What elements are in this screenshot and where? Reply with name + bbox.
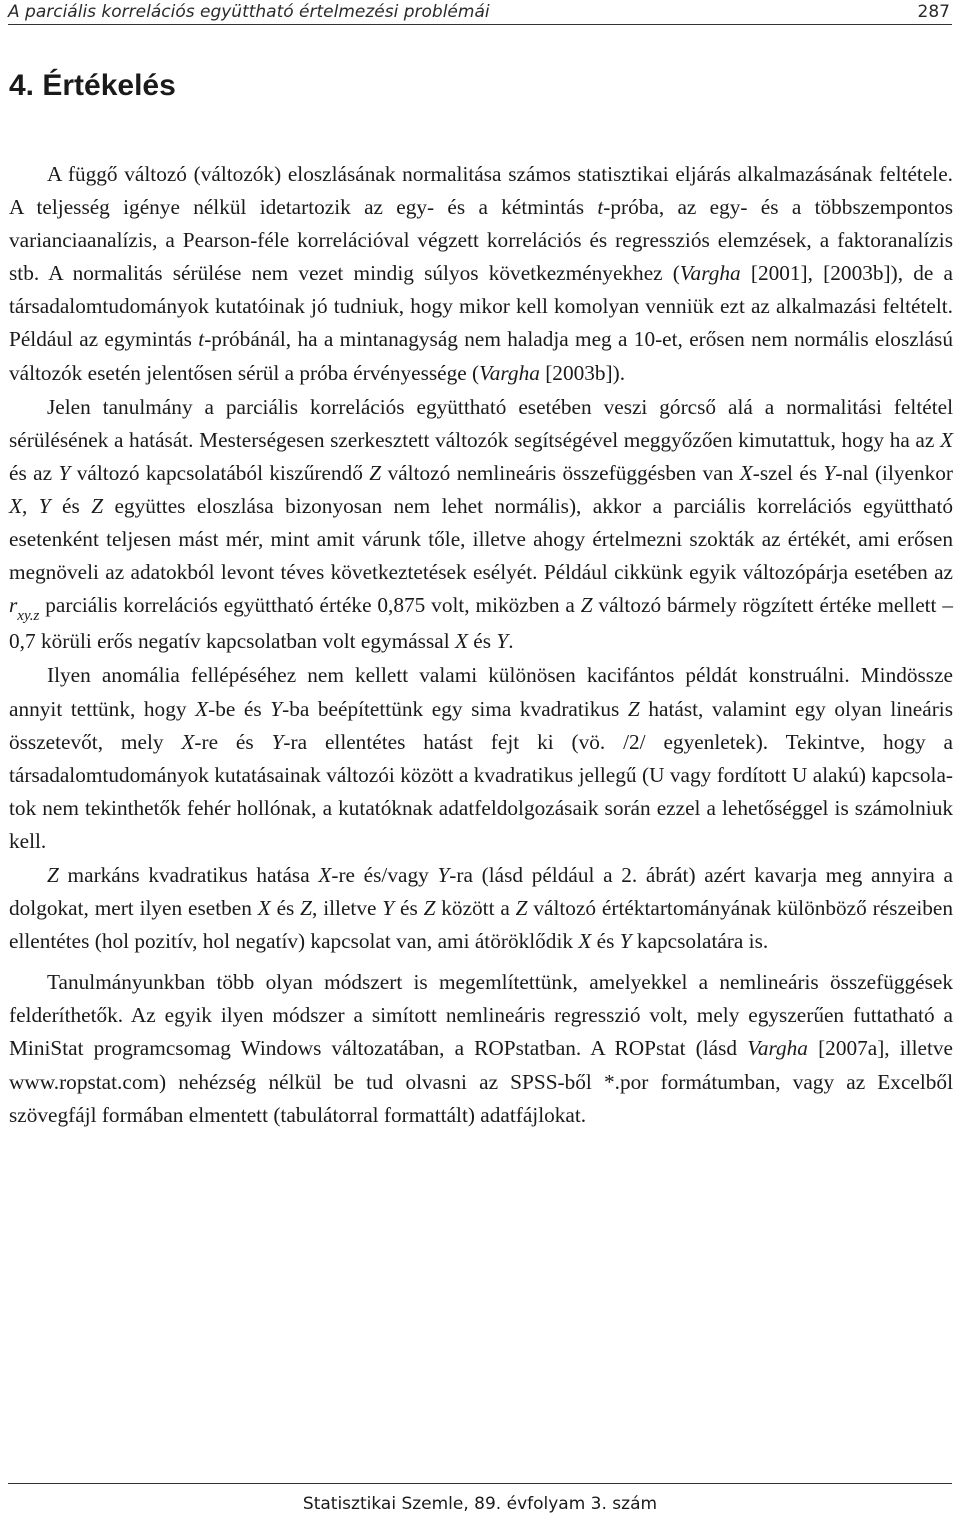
section-heading: 4. Értékelés: [9, 69, 176, 102]
page-number: 287: [917, 2, 950, 22]
text-run: .: [508, 629, 514, 654]
italic-symbol: t: [198, 327, 205, 352]
text-run: és: [467, 629, 497, 654]
text-run: -próba, az egy- és a többszempontos varianciaanalízis, a Pearson-féle korrelációval végzett korrelációs és regressziós elemzések, a faktoranalízis stb. A normalitás sérülése nem vezet mindig súlyos következményekhez (: [9, 195, 954, 286]
text-run: [2007a], illetve www.ropstat.com) nehézség nélkül be tud olvasni az SPSS-ből *.por formátumban, vagy az Excelből szövegfájl formában elmentett (tabulátorral formattált) adatfájlokat.: [9, 1036, 953, 1127]
text-run: [2001], [2003b]), de a társadalomtudományok kutatóinak jó tudniuk, hogy mikor kell komolyan venniük ezt az alkalmazási feltételt. Például az egymintás: [9, 261, 953, 352]
text-run: között a: [435, 896, 516, 921]
text-run: változó értéktartományának különböző részeiben ellentétes (hol pozitív, hol negatív) kapcsolat van, ami átöröklődik: [9, 896, 954, 954]
variable-z: Z: [91, 493, 104, 518]
variable-z: Z: [627, 696, 640, 721]
italic-symbol: t: [597, 195, 604, 220]
text-run: -re és/vagy: [331, 862, 438, 887]
paragraph-3: [9, 659, 953, 858]
r-subscript: xy.z: [17, 608, 40, 625]
variable-x: X: [939, 427, 953, 452]
variable-x: X: [181, 729, 195, 754]
variable-z: Z: [47, 862, 59, 887]
footer-divider: [8, 1483, 952, 1484]
text-run: , illetve: [312, 896, 383, 921]
author-name: Vargha: [747, 1036, 808, 1061]
text-run: változó bármely rögzített értéke mellett –0,7 körüli erős negatív kapcsolatban volt egymással: [9, 593, 953, 654]
variable-y: Y: [58, 460, 71, 485]
text-run: és: [50, 493, 92, 518]
variable-x: X: [318, 862, 332, 887]
text-run: Tanulmányunkban több olyan módszert is megemlítettünk, amelyekkel a nemlineáris összefüggések felderíthetők. Az egyik ilyen módszer a simított nemlineáris regresszió volt, mely egyszerűen futtatható a MiniStat programcsomag Windows változatában, a ROPstatban. A ROPstat (lásd: [9, 970, 953, 1061]
header-divider: [8, 24, 952, 25]
variable-x: X: [578, 929, 592, 954]
text-run: Ilyen anomália fellépéséhez nem kellett valami különösen kacifántos példát konstruálni. Mindössze annyit tettünk, hogy: [9, 663, 953, 721]
text-run: és: [591, 929, 620, 954]
variable-y: Y: [437, 862, 450, 887]
paragraph-4: [9, 859, 953, 958]
text-run: változó kapcsolatából kiszűrendő: [70, 460, 370, 485]
running-header: [8, 0, 952, 26]
text-run: és az: [9, 460, 59, 485]
variable-y: Y: [382, 896, 395, 921]
variable-y: Y: [823, 460, 836, 485]
text-run: -be és: [208, 696, 271, 721]
variable-y: Y: [270, 696, 283, 721]
paragraph-5: [9, 966, 953, 1131]
text-run: -szel és: [752, 460, 824, 485]
variable-z: Z: [580, 593, 593, 618]
journal-footer: Statisztikai Szemle, 89. évfolyam 3. szám: [302, 1494, 658, 1514]
text-run: -ba beépítettünk egy sima kvadratikus: [282, 696, 628, 721]
text-run: -ra ellentétes hatást fejt ki (vö. /2/ egyenletek). Tekintve, hogy a társadalomtudományok kutatásainak változói között a kvadratikus jellegű (U vagy fordított U alakú) kapcsolatok nem tekinthetők fehér hollónak, a kutatóknak adatfeldolgozásaik során ezzel a lehetőséggel is számolniuk kell.: [9, 729, 953, 853]
running-title: A parciális korrelációs együttható értelmezési problémái: [8, 2, 490, 22]
variable-y: Y: [271, 729, 284, 754]
text-run: parciális korrelációs együttható értéke 0,875 volt, miközben a: [39, 593, 581, 618]
text-run: és: [394, 896, 424, 921]
text-run: Jelen tanulmány a parciális korrelációs együttható esetében veszi górcső alá a normalitási feltétel sérülésének a hatását. Mesterségesen szerkesztett változók segítségével meggyőzően kimutattuk, hogy ha az: [9, 394, 953, 452]
text-run: hatást, valamint egy olyan lineáris összetevőt, mely: [9, 696, 953, 754]
text-run: és: [270, 896, 301, 921]
text-run: markáns kvadratikus hatása: [58, 862, 319, 887]
text-run: -próbánál, ha a mintanagyság nem haladja meg a 10-et, erősen nem normális eloszlású változók esetén jelentősen sérül a próba érvényessége (: [9, 327, 953, 385]
text-run: változó nemlineáris összefüggésben van: [381, 460, 740, 485]
paragraph-2: [9, 391, 953, 659]
text-run: ,: [22, 493, 39, 518]
author-name: Vargha: [479, 360, 540, 385]
author-name: Vargha: [679, 261, 741, 286]
r-symbol: r: [9, 593, 18, 618]
article-body: [9, 158, 953, 1132]
text-run: -ra (lásd például a 2. ábrát) azért kavarja meg annyira a dolgokat, mert ilyen esetben: [9, 862, 953, 921]
text-run: -re és: [194, 729, 272, 754]
text-run: kapcsolatára is.: [631, 929, 769, 954]
text-run: [2003b]).: [539, 360, 626, 385]
variable-z: Z: [423, 896, 436, 921]
variable-x: X: [195, 696, 209, 721]
variable-z: Z: [515, 896, 528, 921]
variable-x: X: [9, 493, 23, 518]
variable-y: Y: [619, 929, 632, 954]
variable-y: Y: [38, 493, 51, 518]
variable-x: X: [257, 896, 271, 921]
paragraph-1: [9, 158, 953, 390]
variable-z: Z: [369, 460, 382, 485]
variable-z: Z: [300, 896, 313, 921]
variable-x: X: [739, 460, 753, 485]
partial-correlation-symbol: [9, 593, 40, 625]
variable-x: X: [454, 629, 468, 654]
text-run: együttes eloszlása bizonyosan nem lehet normális), akkor a parciális korrelációs együttható esetenként teljesen mást mér, mint amit várunk tőle, illetve ahogy értelmezni szokták az értékét, ami erősen megnöveli az adatokból levont téves következtetések esélyét. Például cikkünk egyik változópárja esetében az: [9, 493, 954, 585]
variable-y: Y: [496, 629, 509, 654]
text-run: -nal (ilyenkor: [835, 460, 954, 485]
text-run: A függő változó (változók) eloszlásának normalitása számos statisztikai eljárás alkalmazásának feltétele. A teljesség igénye nélkül idetartozik az egy- és a kétmintás: [9, 162, 953, 220]
